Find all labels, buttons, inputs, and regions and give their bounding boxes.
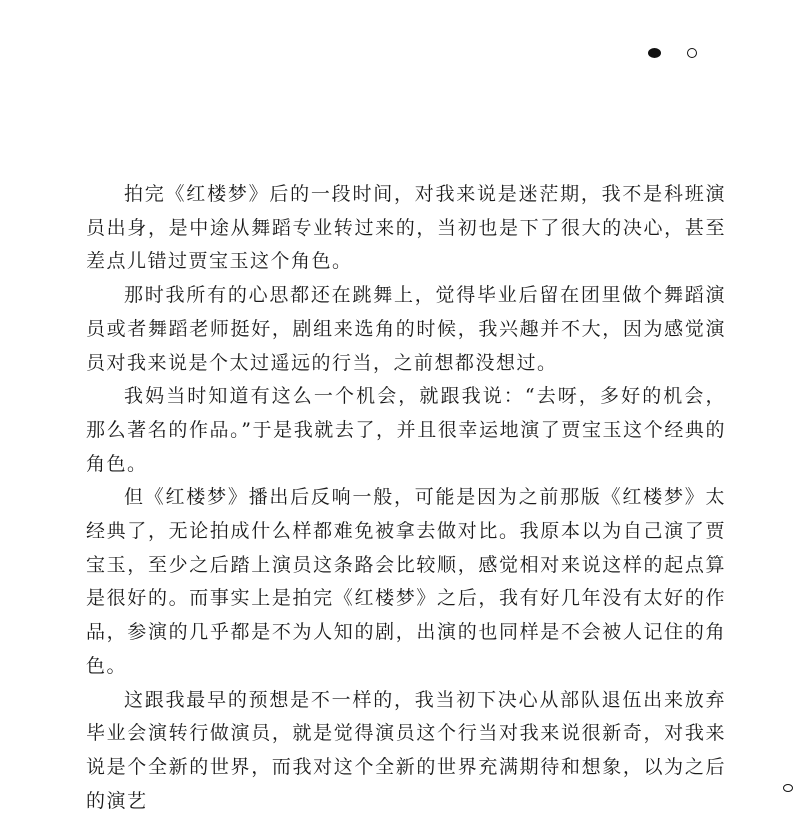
body-text [86,178,726,818]
page-ornament [648,48,697,58]
paragraph-5: 这跟我最早的预想是不一样的，我当初下决心从部队退伍出来放弃毕业会演转行做演员，就是觉得演员这个行当对我来说很新奇，对我来说是个全新的世界，而我对这个全新的世界充满期待和想象，以为之后的演艺 [86,688,726,812]
open-circle-icon [687,48,697,58]
paragraph-2: 那时我所有的心思都还在跳舞上，觉得毕业后留在团里做个舞蹈演员或者舞蹈老师挺好，剧组来选角的时候，我兴趣并不大，因为感觉演员对我来说是个太过遥远的行当，之前想都没想过。 [86,284,726,374]
paragraph-4: 但《红楼梦》播出后反响一般，可能是因为之前那版《红楼梦》太经典了，无论拍成什么样都难免被拿去做对比。我原本以为自己演了贾宝玉，至少之后踏上演员这条路会比较顺，感觉相对来说这样的起点算是很好的。而事实上是拍完《红楼梦》之后，我有好几年没有太好的作品，参演的几乎都是不为人知的剧，出演的也同样是不会被人记住的角色。 [86,486,726,677]
filled-dot-icon [648,48,661,58]
corner-circle-icon [783,784,793,792]
paragraph-3: 我妈当时知道有这么一个机会，就跟我说：“去呀，多好的机会，那么著名的作品。”于是我就去了，并且很幸运地演了贾宝玉这个经典的角色。 [86,385,726,475]
paragraph-1: 拍完《红楼梦》后的一段时间，对我来说是迷茫期，我不是科班演员出身，是中途从舞蹈专业转过来的，当初也是下了很大的决心，甚至差点儿错过贾宝玉这个角色。 [86,183,726,273]
